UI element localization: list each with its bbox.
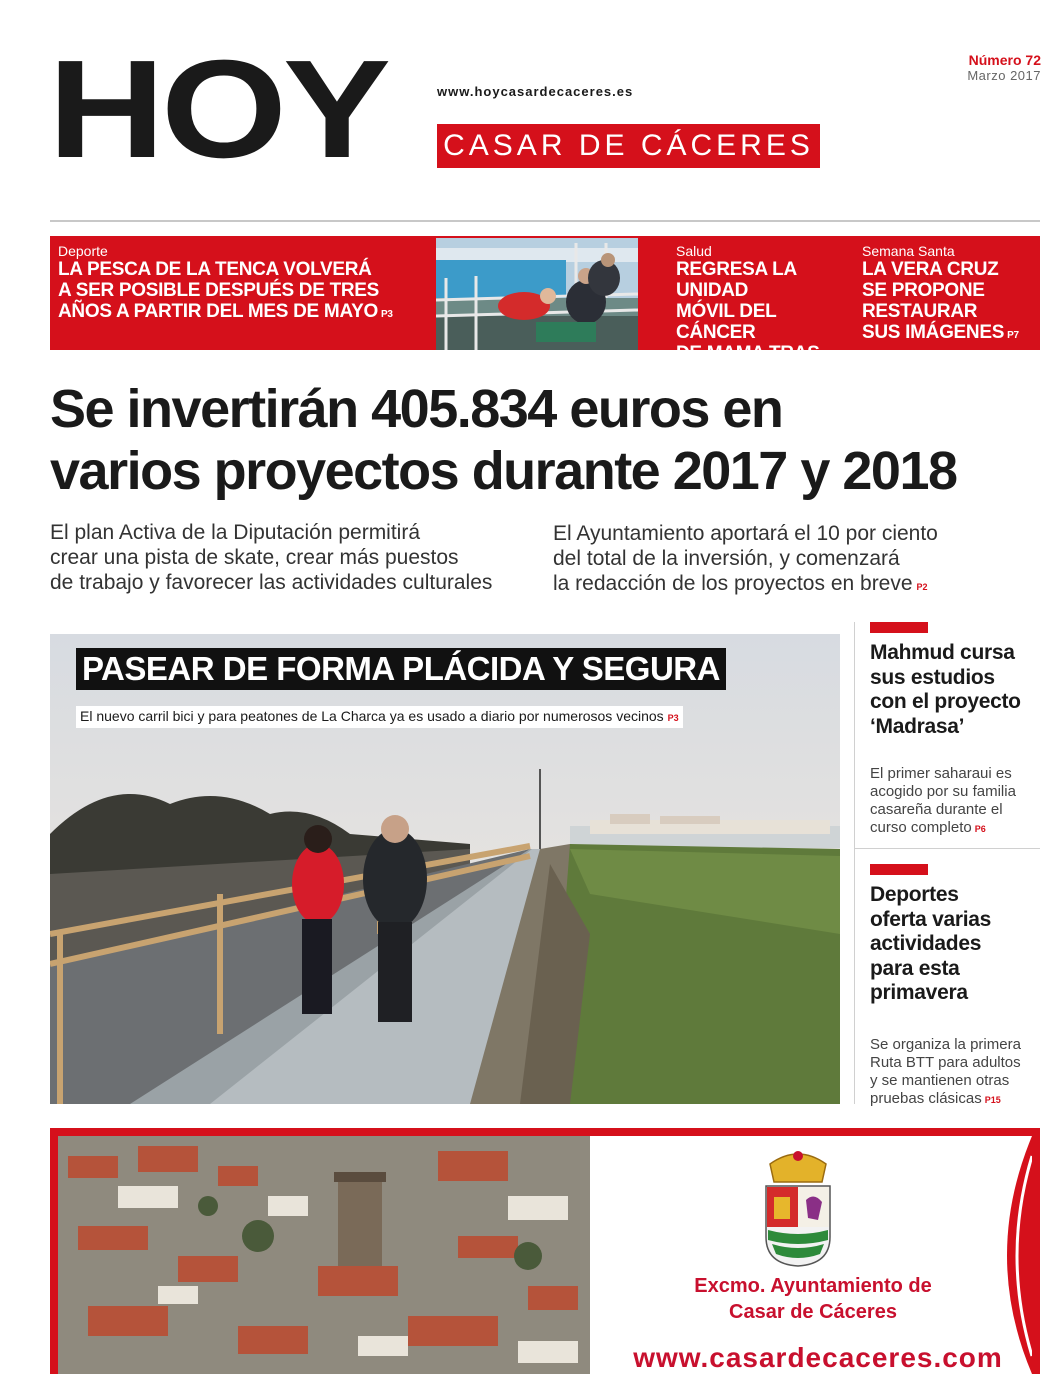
side-body-line: Se organiza la primera (870, 1036, 1021, 1053)
edition-title: CASAR DE CÁCERES (437, 124, 820, 168)
teaser-headline-line: DOS AÑOS (676, 364, 775, 385)
side-headline-line: sus estudios (870, 665, 995, 689)
photo-story-headline[interactable]: PASEAR DE FORMA PLÁCIDA Y SEGURA (76, 648, 726, 690)
deck-line: de trabajo y favorecer las actividades culturales (50, 571, 493, 594)
teaser-headline-line: DE MAMA TRAS (676, 343, 820, 364)
advert-title-line: Casar de Cáceres (729, 1301, 897, 1323)
teaser-headline-line: RESTAURAR (862, 301, 978, 322)
fishing-photo (436, 238, 638, 350)
teaser-semana-santa[interactable] (862, 243, 1032, 346)
lead-headline-line: varios proyectos durante 2017 y 2018 (50, 441, 957, 501)
lead-headline[interactable] (50, 378, 1040, 502)
teaser-headline-line: SE PROPONE (862, 280, 985, 301)
photo-subhead-text: El nuevo carril bici y para peatones de La Charca ya es usado a diario por numerosos vecinos (80, 708, 664, 724)
deck-line: del total de la inversión, y comenzará (553, 547, 900, 570)
teaser-headline-line: AÑOS A PARTIR DEL MES DE MAYO (58, 301, 378, 322)
deck-line: El plan Activa de la Diputación permitirá (50, 521, 421, 544)
deck-line: crear una pista de skate, crear más puestos (50, 546, 459, 569)
issue-date: Marzo 2017 (967, 68, 1041, 83)
town-coat-of-arms (758, 1142, 838, 1267)
teaser-salud[interactable] (676, 243, 856, 388)
side-body-line: El primer saharaui es (870, 765, 1012, 782)
side-divider (855, 848, 1040, 849)
side-body-line: curso completo (870, 819, 972, 836)
side-headline-line: oferta varias (870, 907, 992, 931)
photo-story-subhead (76, 706, 683, 728)
story-marker (870, 864, 928, 875)
teaser-deporte[interactable] (58, 243, 428, 325)
teaser-kicker: Salud (676, 243, 712, 259)
lead-deck-right (553, 521, 1023, 600)
town-aerial-photo (58, 1136, 590, 1374)
side-body-line: pruebas clásicas (870, 1090, 982, 1107)
side-body-line: casareña durante el (870, 801, 1003, 818)
page-ref: P4 (777, 372, 789, 383)
teaser-headline-line: LA PESCA DE LA TENCA VOLVERÁ (58, 259, 372, 280)
teaser-kicker: Semana Santa (862, 243, 955, 259)
side-headline-line: primavera (870, 981, 968, 1004)
side-body-line: Ruta BTT para adultos (870, 1054, 1021, 1071)
page-ref: P3 (667, 713, 679, 723)
side-headline-line: Deportes (870, 883, 959, 906)
page-ref: P7 (1007, 330, 1019, 341)
teaser-headline-line: SUS IMÁGENES (862, 322, 1005, 343)
site-url[interactable]: www.hoycasardecaceres.es (437, 84, 634, 99)
side-headline-line: ‘Madrasa’ (870, 714, 965, 738)
page-ref: P3 (380, 309, 393, 320)
walkers-photo (50, 634, 840, 1104)
advert-title-line: Excmo. Ayuntamiento de (694, 1275, 932, 1297)
side-headline-line: Mahmud cursa (870, 641, 1015, 664)
masthead-divider (50, 220, 1040, 222)
advert[interactable] (58, 1136, 1032, 1374)
page-ref: P2 (916, 582, 928, 592)
side-story-body-deportes (870, 1036, 1035, 1109)
story-marker (870, 622, 928, 633)
column-divider (854, 622, 855, 1104)
page-ref: P15 (984, 1095, 1001, 1105)
side-headline-line: con el proyecto (870, 690, 1021, 713)
teaser-headline-line: LA VERA CRUZ (862, 259, 999, 280)
deck-line: El Ayuntamiento aportará el 10 por ciento (553, 522, 938, 545)
issue-number: Número 72 (968, 52, 1041, 68)
teaser-kicker: Deporte (58, 243, 108, 259)
teaser-headline-line: REGRESA LA UNIDAD (676, 259, 797, 301)
advert-url[interactable]: www.casardecaceres.com (633, 1342, 1003, 1373)
deck-line: la redacción de los proyectos en breve (553, 572, 913, 595)
side-body-line: acogido por su familia (870, 783, 1016, 800)
decorative-swoosh (972, 1136, 1032, 1374)
side-body-line: y se mantienen otras (870, 1072, 1010, 1089)
page-ref: P6 (974, 824, 986, 834)
side-headline-line: actividades (870, 932, 982, 955)
side-story-headline-madrasa[interactable] (870, 641, 1045, 739)
side-headline-line: para esta (870, 956, 960, 980)
teaser-headline-line: A SER POSIBLE DESPUÉS DE TRES (58, 280, 380, 301)
lead-headline-line: Se invertirán 405.834 euros en (50, 379, 783, 439)
side-story-headline-deportes[interactable] (870, 883, 1045, 1006)
lead-deck-left (50, 520, 530, 595)
side-story-body-madrasa (870, 765, 1035, 838)
teaser-headline-line: MÓVIL DEL CÁNCER (676, 301, 777, 343)
newspaper-logo: HOY (48, 31, 388, 188)
